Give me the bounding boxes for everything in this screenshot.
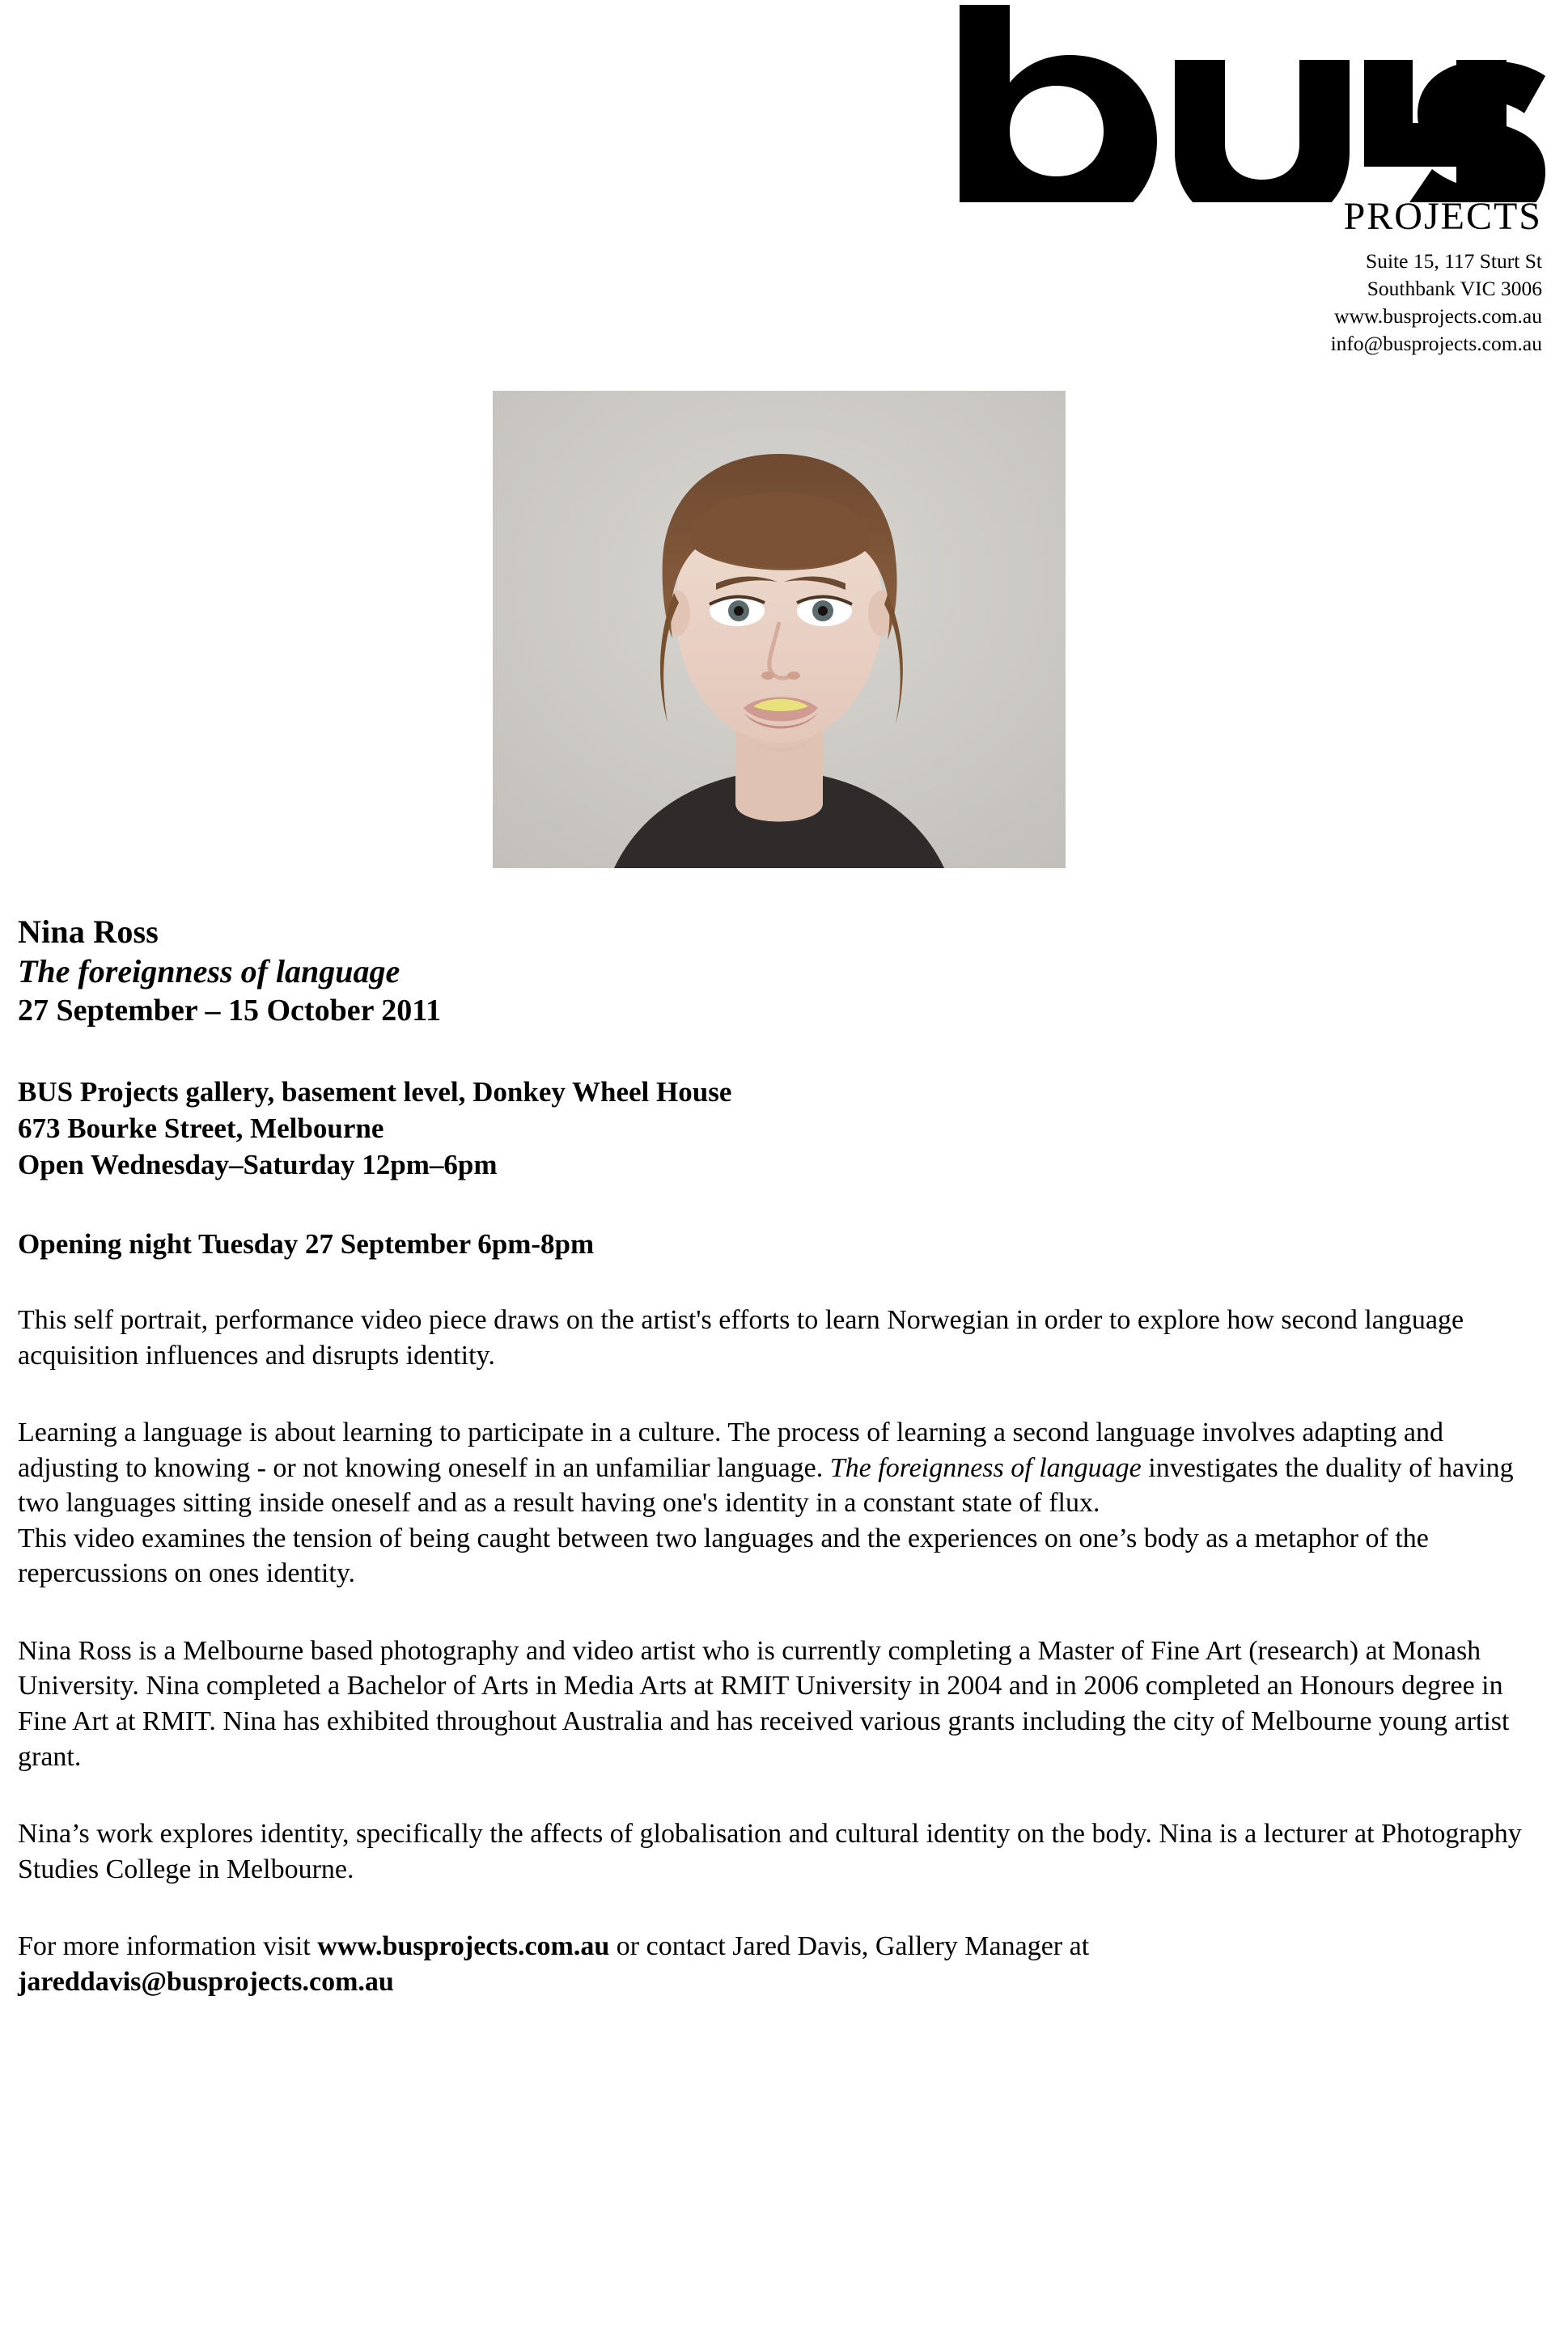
paragraph-4: Nina Ross is a Melbourne based photography and video artist who is currently completing a Master of Fine Art (research) at Monash University. Nina completed a Bachelor of Arts in Media Arts at RMIT University in 2004 and in 2006 completed an Honours degree in Fine Art at RMIT. Nina has exhibited throughout Australia and has received various grants including the city of Melbourne young artist grant. <box>18 1635 1510 1772</box>
opening-night: Opening night Tuesday 27 September 6pm-8pm <box>18 1228 595 1261</box>
letterhead-header <box>930 0 1545 358</box>
paragraph-2-work-title: The foreignness of language <box>829 1452 1142 1483</box>
paragraph-5: Nina’s work explores identity, specifically the affects of globalisation and cultural identity on the body. Nina is a lecturer at Photography Studies College in Melbourne. <box>18 1819 1522 1884</box>
address-line-2: Southbank VIC 3006 <box>1367 276 1542 300</box>
contact-email[interactable]: jareddavis@busprojects.com.au <box>18 1966 394 1997</box>
paragraph-2-part-a: Learning a language is about learning to participate in a culture. The process of learning a second language involves adapting and adjusting to knowing - or not knowing oneself in an unfamiliar language. <box>18 1418 1444 1483</box>
paragraph-2-part-b: investigates the duality of having two languages sitting inside oneself and as a result having one's identity in a constant state of flux. <box>18 1452 1514 1519</box>
website-line: www.busprojects.com.au <box>1334 303 1542 328</box>
venue-line-2: 673 Bourke Street, Melbourne <box>18 1112 384 1144</box>
artwork-image-frame <box>493 391 1066 868</box>
contact-website[interactable]: www.busprojects.com.au <box>317 1931 610 1962</box>
contact-middle: or contact Jared Davis, Gallery Manager at <box>609 1931 1090 1962</box>
poster-body <box>18 913 1551 1999</box>
contact-paragraph <box>18 1929 1551 1999</box>
logo-subtitle: PROJECTS <box>1343 195 1542 238</box>
venue-block <box>18 1074 1551 1183</box>
artist-name: Nina Ross <box>18 913 159 950</box>
bus-projects-logo <box>947 0 1545 202</box>
paragraph-2 <box>18 1415 1551 1521</box>
address-line-1: Suite 15, 117 Sturt St <box>1366 249 1542 273</box>
title-block <box>18 913 1551 1029</box>
contact-prefix: For more information visit <box>18 1931 318 1962</box>
exhibition-dates: 27 September – 15 October 2011 <box>18 993 442 1028</box>
venue-line-1: BUS Projects gallery, basement level, Donkey Wheel House <box>18 1075 732 1108</box>
paragraph-3: This video examines the tension of being caught between two languages and the experiences on one’s body as a metaphor of the repercussions on ones identity. <box>18 1523 1429 1589</box>
opening-hours: Open Wednesday–Saturday 12pm–6pm <box>18 1148 498 1180</box>
paragraph-1: This self portrait, performance video piece draws on the artist's efforts to learn Norwegian in order to explore how second language acquisition influences and disrupts identity. <box>18 1305 1464 1371</box>
artwork-image <box>493 391 1066 868</box>
work-title: The foreignness of language <box>18 952 400 990</box>
address-block <box>930 248 1542 358</box>
email-line: info@busprojects.com.au <box>1330 331 1542 355</box>
